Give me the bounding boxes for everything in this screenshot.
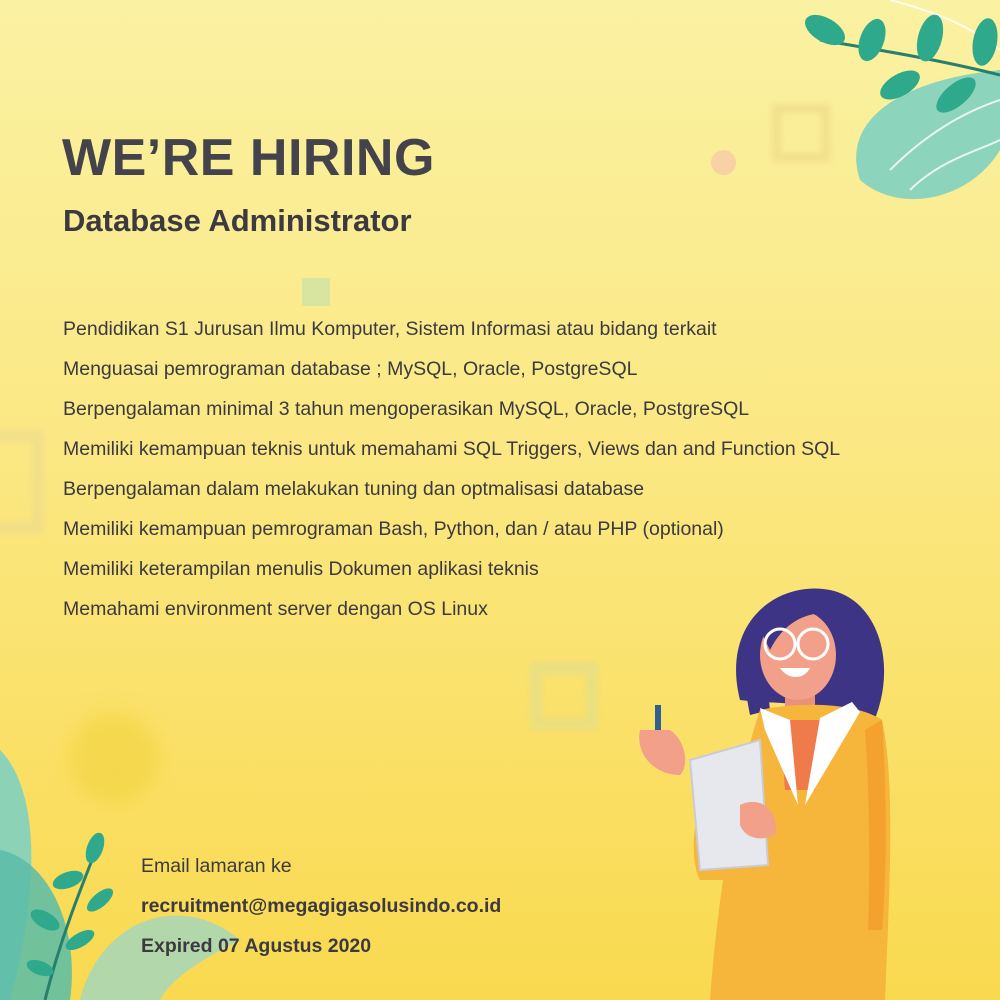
- requirement-item: Pendidikan S1 Jurusan Ilmu Komputer, Sistem Informasi atau bidang terkait: [63, 318, 717, 340]
- apply-label: Email lamaran ke: [141, 855, 292, 877]
- decor-square-green: [302, 278, 330, 306]
- requirement-item: Berpengalaman minimal 3 tahun mengoperasikan MySQL, Oracle, PostgreSQL: [63, 398, 750, 420]
- leaves-icon: [780, 0, 1000, 210]
- application-email: recruitment@megagigasolusindo.co.id: [141, 895, 502, 917]
- requirement-item: Memiliki keterampilan menulis Dokumen aplikasi teknis: [63, 558, 539, 580]
- decor-dot-pink: [711, 150, 736, 175]
- application-info: [141, 846, 501, 966]
- expiry-date: Expired 07 Agustus 2020: [141, 935, 372, 957]
- requirements-list: [63, 309, 840, 629]
- decor-square-left: [0, 430, 44, 534]
- requirement-item: Memiliki kemampuan teknis untuk memahami SQL Triggers, Views dan and Function SQL: [63, 438, 841, 460]
- page-title: WE’RE HIRING: [62, 129, 435, 187]
- job-position-title: Database Administrator: [63, 203, 412, 238]
- woman-with-clipboard-illustration: [620, 580, 900, 1000]
- requirement-item: Memiliki kemampuan pemrograman Bash, Python, dan / atau PHP (optional): [63, 518, 724, 540]
- decor-square-middle: [530, 662, 598, 730]
- requirement-item: Menguasai pemrograman database ; MySQL, Oracle, PostgreSQL: [63, 358, 638, 380]
- requirement-item: Memahami environment server dengan OS Linux: [63, 598, 488, 620]
- requirement-item: Berpengalaman dalam melakukan tuning dan optmalisasi database: [63, 478, 645, 500]
